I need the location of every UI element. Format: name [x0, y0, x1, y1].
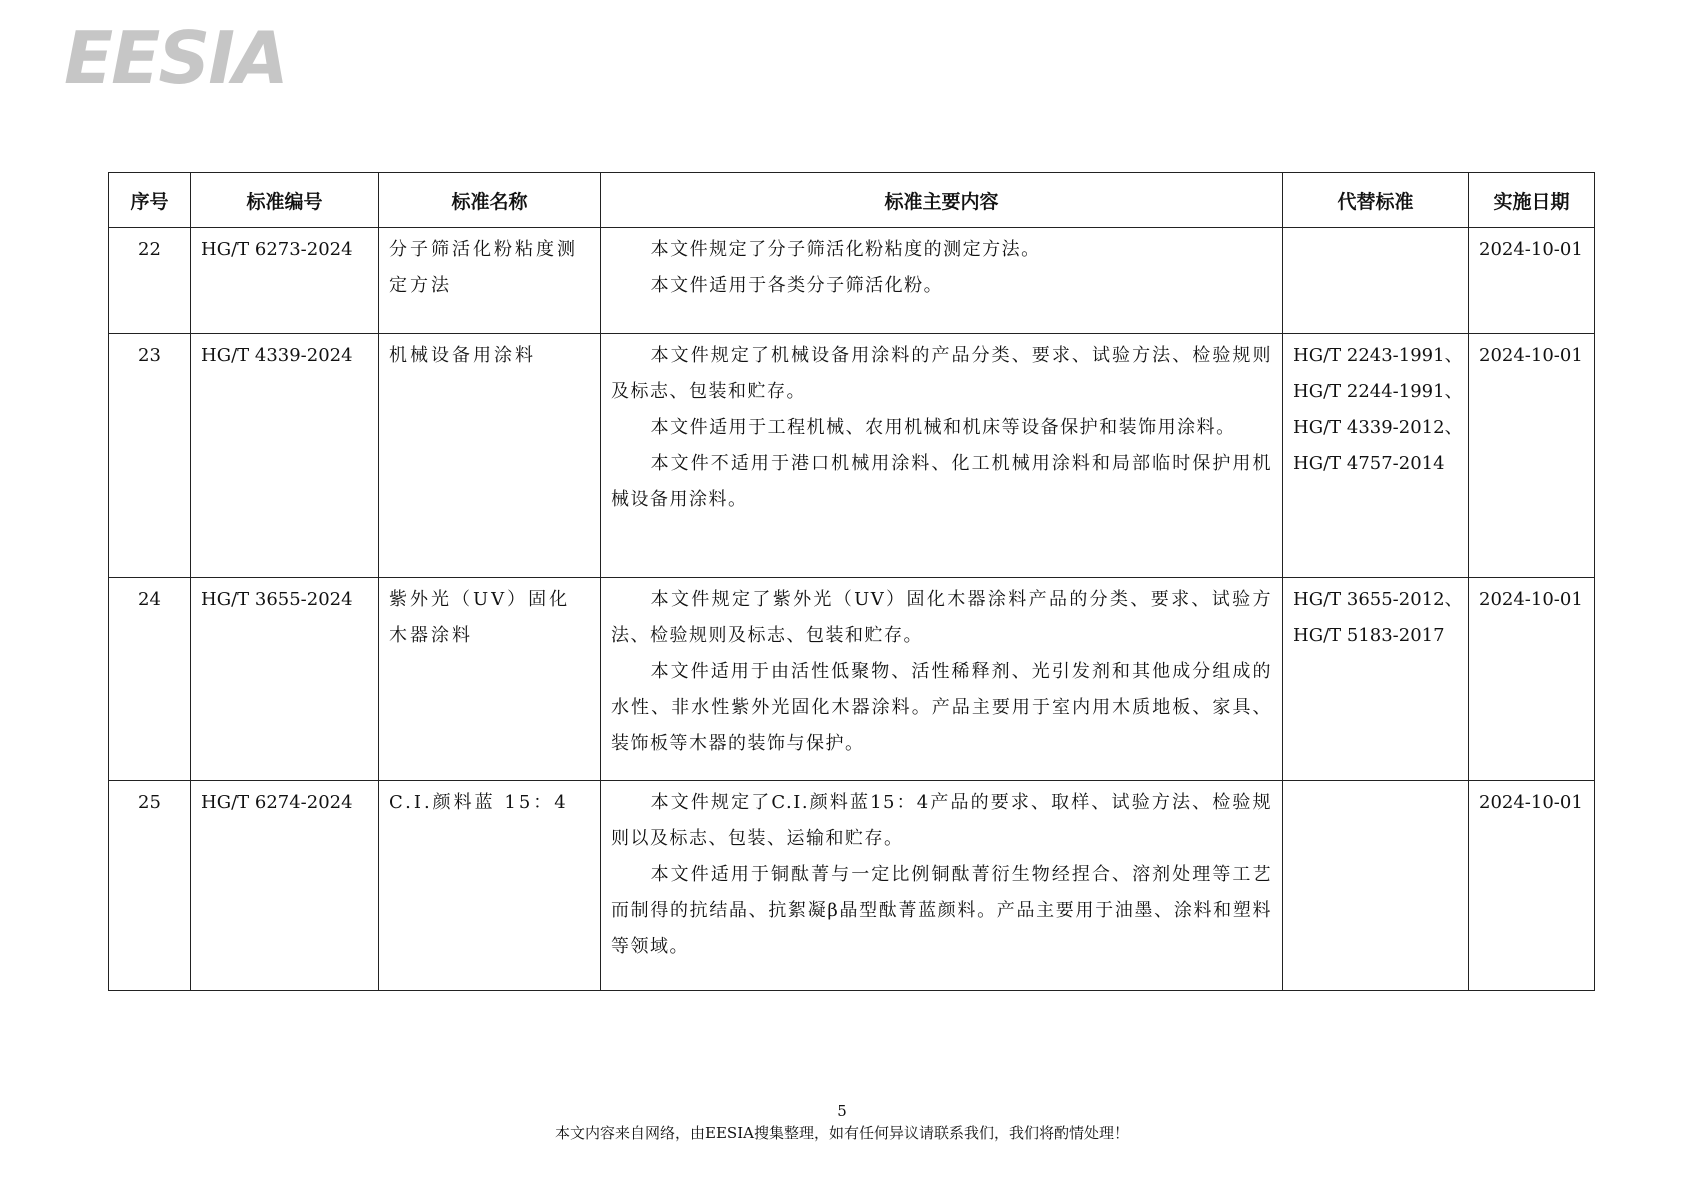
- eesia-logo: EESIA: [64, 16, 287, 100]
- replaced-standard-item: HG/T 2243-1991、: [1293, 345, 1463, 366]
- footer-disclaimer: 本文内容来自网络，由EESIA搜集整理，如有任何异议请联系我们，我们将酌情处理！: [555, 1124, 1129, 1142]
- header-standard-name: 标准名称: [379, 173, 601, 228]
- implementation-date: 2024-10-01: [1469, 781, 1595, 991]
- replaced-standards: [1283, 578, 1469, 781]
- replaced-standard-item: HG/T 3655-2012、: [1293, 589, 1463, 610]
- table-header-row: [109, 173, 1595, 228]
- content-paragraph: 本文件适用于铜酞菁与一定比例铜酞菁衍生物经捏合、溶剂处理等工艺而制得的抗结晶、抗絮凝β晶型酞菁蓝颜料。产品主要用于油墨、涂料和塑料等领域。: [611, 864, 1272, 957]
- content-paragraph: 本文件规定了紫外光（UV）固化木器涂料产品的分类、要求、试验方法、检验规则及标志、包装和贮存。: [611, 589, 1272, 646]
- replaced-standards: [1283, 334, 1469, 578]
- table-row: [109, 334, 1595, 578]
- main-content: [601, 781, 1283, 991]
- standard-name: C.I.颜料蓝 15：4: [379, 781, 601, 991]
- replaced-standard-item: HG/T 4757-2014: [1293, 453, 1445, 474]
- main-content: [601, 334, 1283, 578]
- header-main-content: 标准主要内容: [601, 173, 1283, 228]
- content-paragraph: 本文件不适用于港口机械用涂料、化工机械用涂料和局部临时保护用机械设备用涂料。: [611, 453, 1272, 510]
- standard-name: 机械设备用涂料: [379, 334, 601, 578]
- replaced-standard-item: HG/T 5183-2017: [1293, 625, 1445, 646]
- header-serial-no: 序号: [109, 173, 191, 228]
- serial-no: 22: [109, 228, 191, 334]
- header-standard-code: 标准编号: [191, 173, 379, 228]
- standard-code: HG/T 6274-2024: [191, 781, 379, 991]
- replaced-standard-item: HG/T 2244-1991、: [1293, 381, 1463, 402]
- table-row: [109, 228, 1595, 334]
- serial-no: 25: [109, 781, 191, 991]
- implementation-date: 2024-10-01: [1469, 578, 1595, 781]
- standard-name: 紫外光（UV）固化木器涂料: [379, 578, 601, 781]
- serial-no: 23: [109, 334, 191, 578]
- content-paragraph: 本文件规定了机械设备用涂料的产品分类、要求、试验方法、检验规则及标志、包装和贮存。: [611, 345, 1272, 402]
- table-row: [109, 578, 1595, 781]
- standard-code: HG/T 3655-2024: [191, 578, 379, 781]
- implementation-date: 2024-10-01: [1469, 228, 1595, 334]
- replaced-standards: [1283, 228, 1469, 334]
- content-paragraph: 本文件规定了C.I.颜料蓝15：4产品的要求、取样、试验方法、检验规则以及标志、包装、运输和贮存。: [611, 792, 1272, 849]
- standard-code: HG/T 6273-2024: [191, 228, 379, 334]
- table-row: [109, 781, 1595, 991]
- serial-no: 24: [109, 578, 191, 781]
- standard-code: HG/T 4339-2024: [191, 334, 379, 578]
- replaced-standard-item: HG/T 4339-2012、: [1293, 417, 1463, 438]
- implementation-date: 2024-10-01: [1469, 334, 1595, 578]
- content-paragraph: 本文件适用于各类分子筛活化粉。: [650, 275, 944, 296]
- content-paragraph: 本文件适用于工程机械、农用机械和机床等设备保护和装饰用涂料。: [650, 417, 1236, 438]
- main-content: [601, 228, 1283, 334]
- content-paragraph: 本文件规定了分子筛活化粉粘度的测定方法。: [650, 239, 1041, 260]
- standards-table: [108, 172, 1595, 991]
- main-content: [601, 578, 1283, 781]
- header-implementation-date: 实施日期: [1469, 173, 1595, 228]
- content-paragraph: 本文件适用于由活性低聚物、活性稀释剂、光引发剂和其他成分组成的水性、非水性紫外光固化木器涂料。产品主要用于室内用木质地板、家具、装饰板等木器的装饰与保护。: [611, 661, 1272, 754]
- page-number: 5: [837, 1102, 847, 1120]
- standard-name: 分子筛活化粉粘度测定方法: [379, 228, 601, 334]
- replaced-standards: [1283, 781, 1469, 991]
- header-replaced-standards: 代替标准: [1283, 173, 1469, 228]
